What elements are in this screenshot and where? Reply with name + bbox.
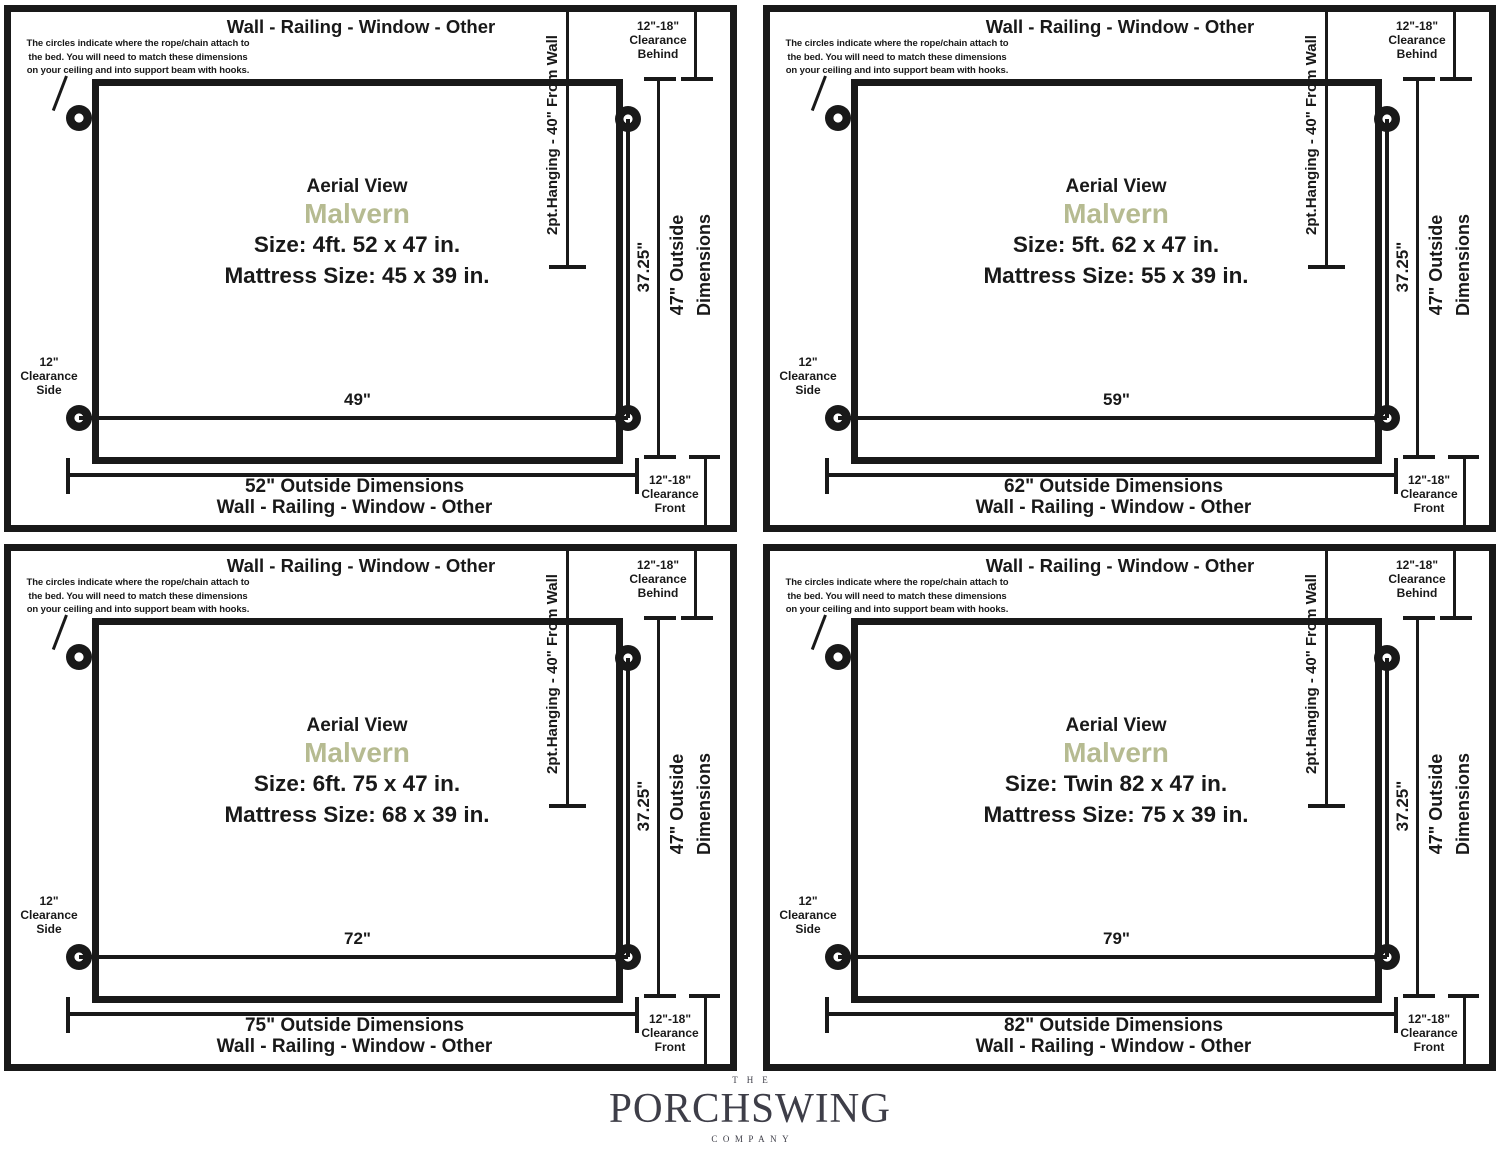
clearance-side-line-2: Clearance (779, 369, 837, 383)
clearance-front-line-3: Front (1413, 501, 1445, 515)
attachment-circle-top-left (66, 644, 92, 670)
clearance-behind-tick (1440, 616, 1472, 620)
hanging-distance-label: 2pt.Hanging - 40" From Wall (1303, 35, 1320, 235)
clearance-side-line-3: Side (36, 922, 62, 936)
clearance-front-line-1: 12"-18" (648, 473, 692, 487)
clearance-behind-line-3: Behind (637, 586, 679, 600)
clearance-behind-label (608, 558, 708, 600)
hanging-distance-label: 2pt.Hanging - 40" From Wall (1303, 574, 1320, 774)
clearance-front-line-2: Clearance (641, 1026, 699, 1040)
clearance-behind-tick (1440, 77, 1472, 81)
hanging-distance-line (566, 12, 569, 267)
clearance-side-line-1: 12" (798, 355, 818, 369)
note-line-2: the bed. You will need to match these dimensions (28, 590, 248, 602)
attachment-note (771, 37, 1023, 78)
brand-name: PORCHSWING (609, 1086, 891, 1132)
hang-width-line (79, 955, 628, 959)
outside-height-tick-bottom (1403, 455, 1435, 459)
wall-label-top: Wall - Railing - Window - Other (226, 555, 496, 576)
clearance-behind-tick (681, 616, 713, 620)
clearance-side-line-1: 12" (39, 894, 59, 908)
aerial-view-label: Aerial View (306, 715, 408, 736)
note-line-3: on your ceiling and into support beam with hooks. (785, 65, 1009, 76)
hang-height-line (1385, 658, 1389, 957)
clearance-side-line-1: 12" (39, 355, 59, 369)
attachment-circle-top-left (66, 105, 92, 131)
clearance-behind-line-2: Clearance (1388, 572, 1446, 586)
clearance-behind-line-2: Clearance (629, 572, 687, 586)
clearance-front-line-3: Front (1413, 1040, 1445, 1054)
clearance-behind-line-3: Behind (1396, 586, 1438, 600)
hang-height-label: 37.25" (1393, 241, 1412, 293)
size-label: Size: 5ft. 62 x 47 in. (1012, 232, 1220, 257)
hanging-distance-label: 2pt.Hanging - 40" From Wall (544, 574, 561, 774)
hanging-distance-label: 2pt.Hanging - 40" From Wall (544, 35, 561, 235)
clearance-behind-line-3: Behind (1396, 47, 1438, 61)
outside-height-label-line-2: Dimensions (694, 213, 714, 317)
outside-height-label-line-2: Dimensions (1453, 213, 1473, 317)
attachment-note (771, 576, 1023, 617)
attachment-note (12, 37, 264, 78)
clearance-front-tick (689, 994, 720, 998)
clearance-behind-line-1: 12"-18" (636, 558, 680, 572)
hanging-distance-line (1325, 551, 1328, 806)
outside-width-label: 75" Outside Dimensions (244, 1015, 465, 1036)
wall-label-bottom: Wall - Railing - Window - Other (975, 1036, 1252, 1057)
outside-height-label-line-1: 47" Outside (667, 214, 687, 316)
outside-height-tick-bottom (644, 994, 676, 998)
clearance-behind-label (1367, 558, 1467, 600)
clearance-behind-line-3: Behind (637, 47, 679, 61)
hang-width-line (79, 416, 628, 420)
clearance-front-line-1: 12"-18" (1407, 473, 1451, 487)
note-line-1: The circles indicate where the rope/chain attach to (785, 577, 1009, 588)
note-line-1: The circles indicate where the rope/chain attach to (26, 38, 250, 49)
note-line-2: the bed. You will need to match these dimensions (787, 51, 1007, 63)
note-line-1: The circles indicate where the rope/chain attach to (785, 38, 1009, 49)
note-line-2: the bed. You will need to match these dimensions (787, 590, 1007, 602)
hanging-distance-tick (1308, 265, 1345, 269)
brand-the: THE (732, 1075, 777, 1085)
clearance-side-line-1: 12" (798, 894, 818, 908)
attachment-note (12, 576, 264, 617)
mattress-size-label: Mattress Size: 68 x 39 in. (224, 802, 490, 827)
wall-label-bottom: Wall - Railing - Window - Other (216, 497, 493, 518)
clearance-behind-line-2: Clearance (1388, 33, 1446, 47)
clearance-side-line-3: Side (36, 383, 62, 397)
outside-height-label-line-2: Dimensions (694, 752, 714, 856)
wall-label-top: Wall - Railing - Window - Other (985, 555, 1255, 576)
clearance-side-line-3: Side (795, 922, 821, 936)
outside-height-tick-bottom (1403, 994, 1435, 998)
mattress-size-label: Mattress Size: 45 x 39 in. (224, 263, 490, 288)
hang-height-line (626, 658, 630, 957)
mattress-size-label: Mattress Size: 55 x 39 in. (983, 263, 1249, 288)
clearance-side-label (4, 355, 94, 397)
hang-height-label: 37.25" (1393, 780, 1412, 832)
clearance-side-label (763, 355, 853, 397)
aerial-view-label: Aerial View (1065, 715, 1167, 736)
outside-height-label-line-1: 47" Outside (1426, 214, 1446, 316)
outside-height-tick-top (1403, 77, 1435, 81)
clearance-front-tick (1448, 994, 1479, 998)
clearance-behind-line-1: 12"-18" (1395, 19, 1439, 33)
note-line-3: on your ceiling and into support beam with hooks. (26, 604, 250, 615)
clearance-front-line-1: 12"-18" (648, 1012, 692, 1026)
hanging-distance-tick (549, 804, 586, 808)
attachment-circle-top-left (825, 644, 851, 670)
clearance-behind-line-1: 12"-18" (1395, 558, 1439, 572)
hang-height-line (626, 119, 630, 418)
product-name: Malvern (304, 198, 410, 229)
outside-height-label-line-1: 47" Outside (667, 753, 687, 855)
hang-width-line (838, 955, 1387, 959)
hang-width-label: 59" (1103, 390, 1130, 409)
outside-height-tick-top (1403, 616, 1435, 620)
product-name: Malvern (1063, 198, 1169, 229)
size-panel (4, 5, 737, 532)
mattress-size-label: Mattress Size: 75 x 39 in. (983, 802, 1249, 827)
hanging-distance-tick (1308, 804, 1345, 808)
clearance-side-line-2: Clearance (20, 908, 78, 922)
outside-height-line (1416, 79, 1419, 459)
bed-center-text (861, 175, 1371, 291)
clearance-front-line-3: Front (654, 501, 686, 515)
outside-height-line (657, 618, 660, 998)
hanging-distance-line (1325, 12, 1328, 267)
bed-center-text (861, 714, 1371, 830)
outside-height-line (657, 79, 660, 459)
outside-height-tick-bottom (644, 455, 676, 459)
clearance-front-line-2: Clearance (641, 487, 699, 501)
product-name: Malvern (1063, 737, 1169, 768)
outside-height-tick-top (644, 616, 676, 620)
clearance-side-line-3: Side (795, 383, 821, 397)
outside-height-label-line-2: Dimensions (1453, 752, 1473, 856)
wall-label-top: Wall - Railing - Window - Other (985, 16, 1255, 37)
size-label: Size: Twin 82 x 47 in. (1004, 771, 1228, 796)
wall-label-bottom: Wall - Railing - Window - Other (216, 1036, 493, 1057)
hang-width-label: 79" (1103, 929, 1130, 948)
clearance-front-line-2: Clearance (1400, 1026, 1458, 1040)
hang-width-label: 49" (344, 390, 371, 409)
bed-center-text (102, 175, 612, 291)
size-panel (763, 544, 1496, 1071)
clearance-front-line-3: Front (654, 1040, 686, 1054)
outside-width-label: 62" Outside Dimensions (1003, 476, 1224, 497)
hang-height-label: 37.25" (634, 241, 653, 293)
hanging-distance-line (566, 551, 569, 806)
hang-height-label: 37.25" (634, 780, 653, 832)
clearance-behind-line-2: Clearance (629, 33, 687, 47)
outside-width-label: 52" Outside Dimensions (244, 476, 465, 497)
clearance-side-label (4, 894, 94, 936)
clearance-front-tick (1448, 455, 1479, 459)
note-line-1: The circles indicate where the rope/chain attach to (26, 577, 250, 588)
hang-width-line (838, 416, 1387, 420)
hang-height-line (1385, 119, 1389, 418)
aerial-view-label: Aerial View (1065, 176, 1167, 197)
clearance-behind-label (1367, 19, 1467, 61)
clearance-side-line-2: Clearance (779, 908, 837, 922)
clearance-front-tick (689, 455, 720, 459)
attachment-circle-top-left (825, 105, 851, 131)
outside-height-line (1416, 618, 1419, 998)
hang-width-label: 72" (344, 929, 371, 948)
clearance-side-line-2: Clearance (20, 369, 78, 383)
brand-footer (0, 1074, 1500, 1145)
wall-label-top: Wall - Railing - Window - Other (226, 16, 496, 37)
note-line-3: on your ceiling and into support beam with hooks. (26, 65, 250, 76)
note-line-3: on your ceiling and into support beam with hooks. (785, 604, 1009, 615)
size-label: Size: 4ft. 52 x 47 in. (253, 232, 461, 257)
outside-height-label-line-1: 47" Outside (1426, 753, 1446, 855)
clearance-behind-line-1: 12"-18" (636, 19, 680, 33)
clearance-side-label (763, 894, 853, 936)
bed-center-text (102, 714, 612, 830)
clearance-behind-tick (681, 77, 713, 81)
size-panel (4, 544, 737, 1071)
hanging-distance-tick (549, 265, 586, 269)
clearance-front-line-1: 12"-18" (1407, 1012, 1451, 1026)
size-label: Size: 6ft. 75 x 47 in. (253, 771, 461, 796)
outside-width-label: 82" Outside Dimensions (1003, 1015, 1224, 1036)
wall-label-bottom: Wall - Railing - Window - Other (975, 497, 1252, 518)
outside-height-tick-top (644, 77, 676, 81)
product-name: Malvern (304, 737, 410, 768)
note-line-2: the bed. You will need to match these dimensions (28, 51, 248, 63)
clearance-behind-label (608, 19, 708, 61)
size-panel (763, 5, 1496, 532)
brand-company: COMPANY (711, 1134, 795, 1144)
aerial-view-label: Aerial View (306, 176, 408, 197)
clearance-front-line-2: Clearance (1400, 487, 1458, 501)
